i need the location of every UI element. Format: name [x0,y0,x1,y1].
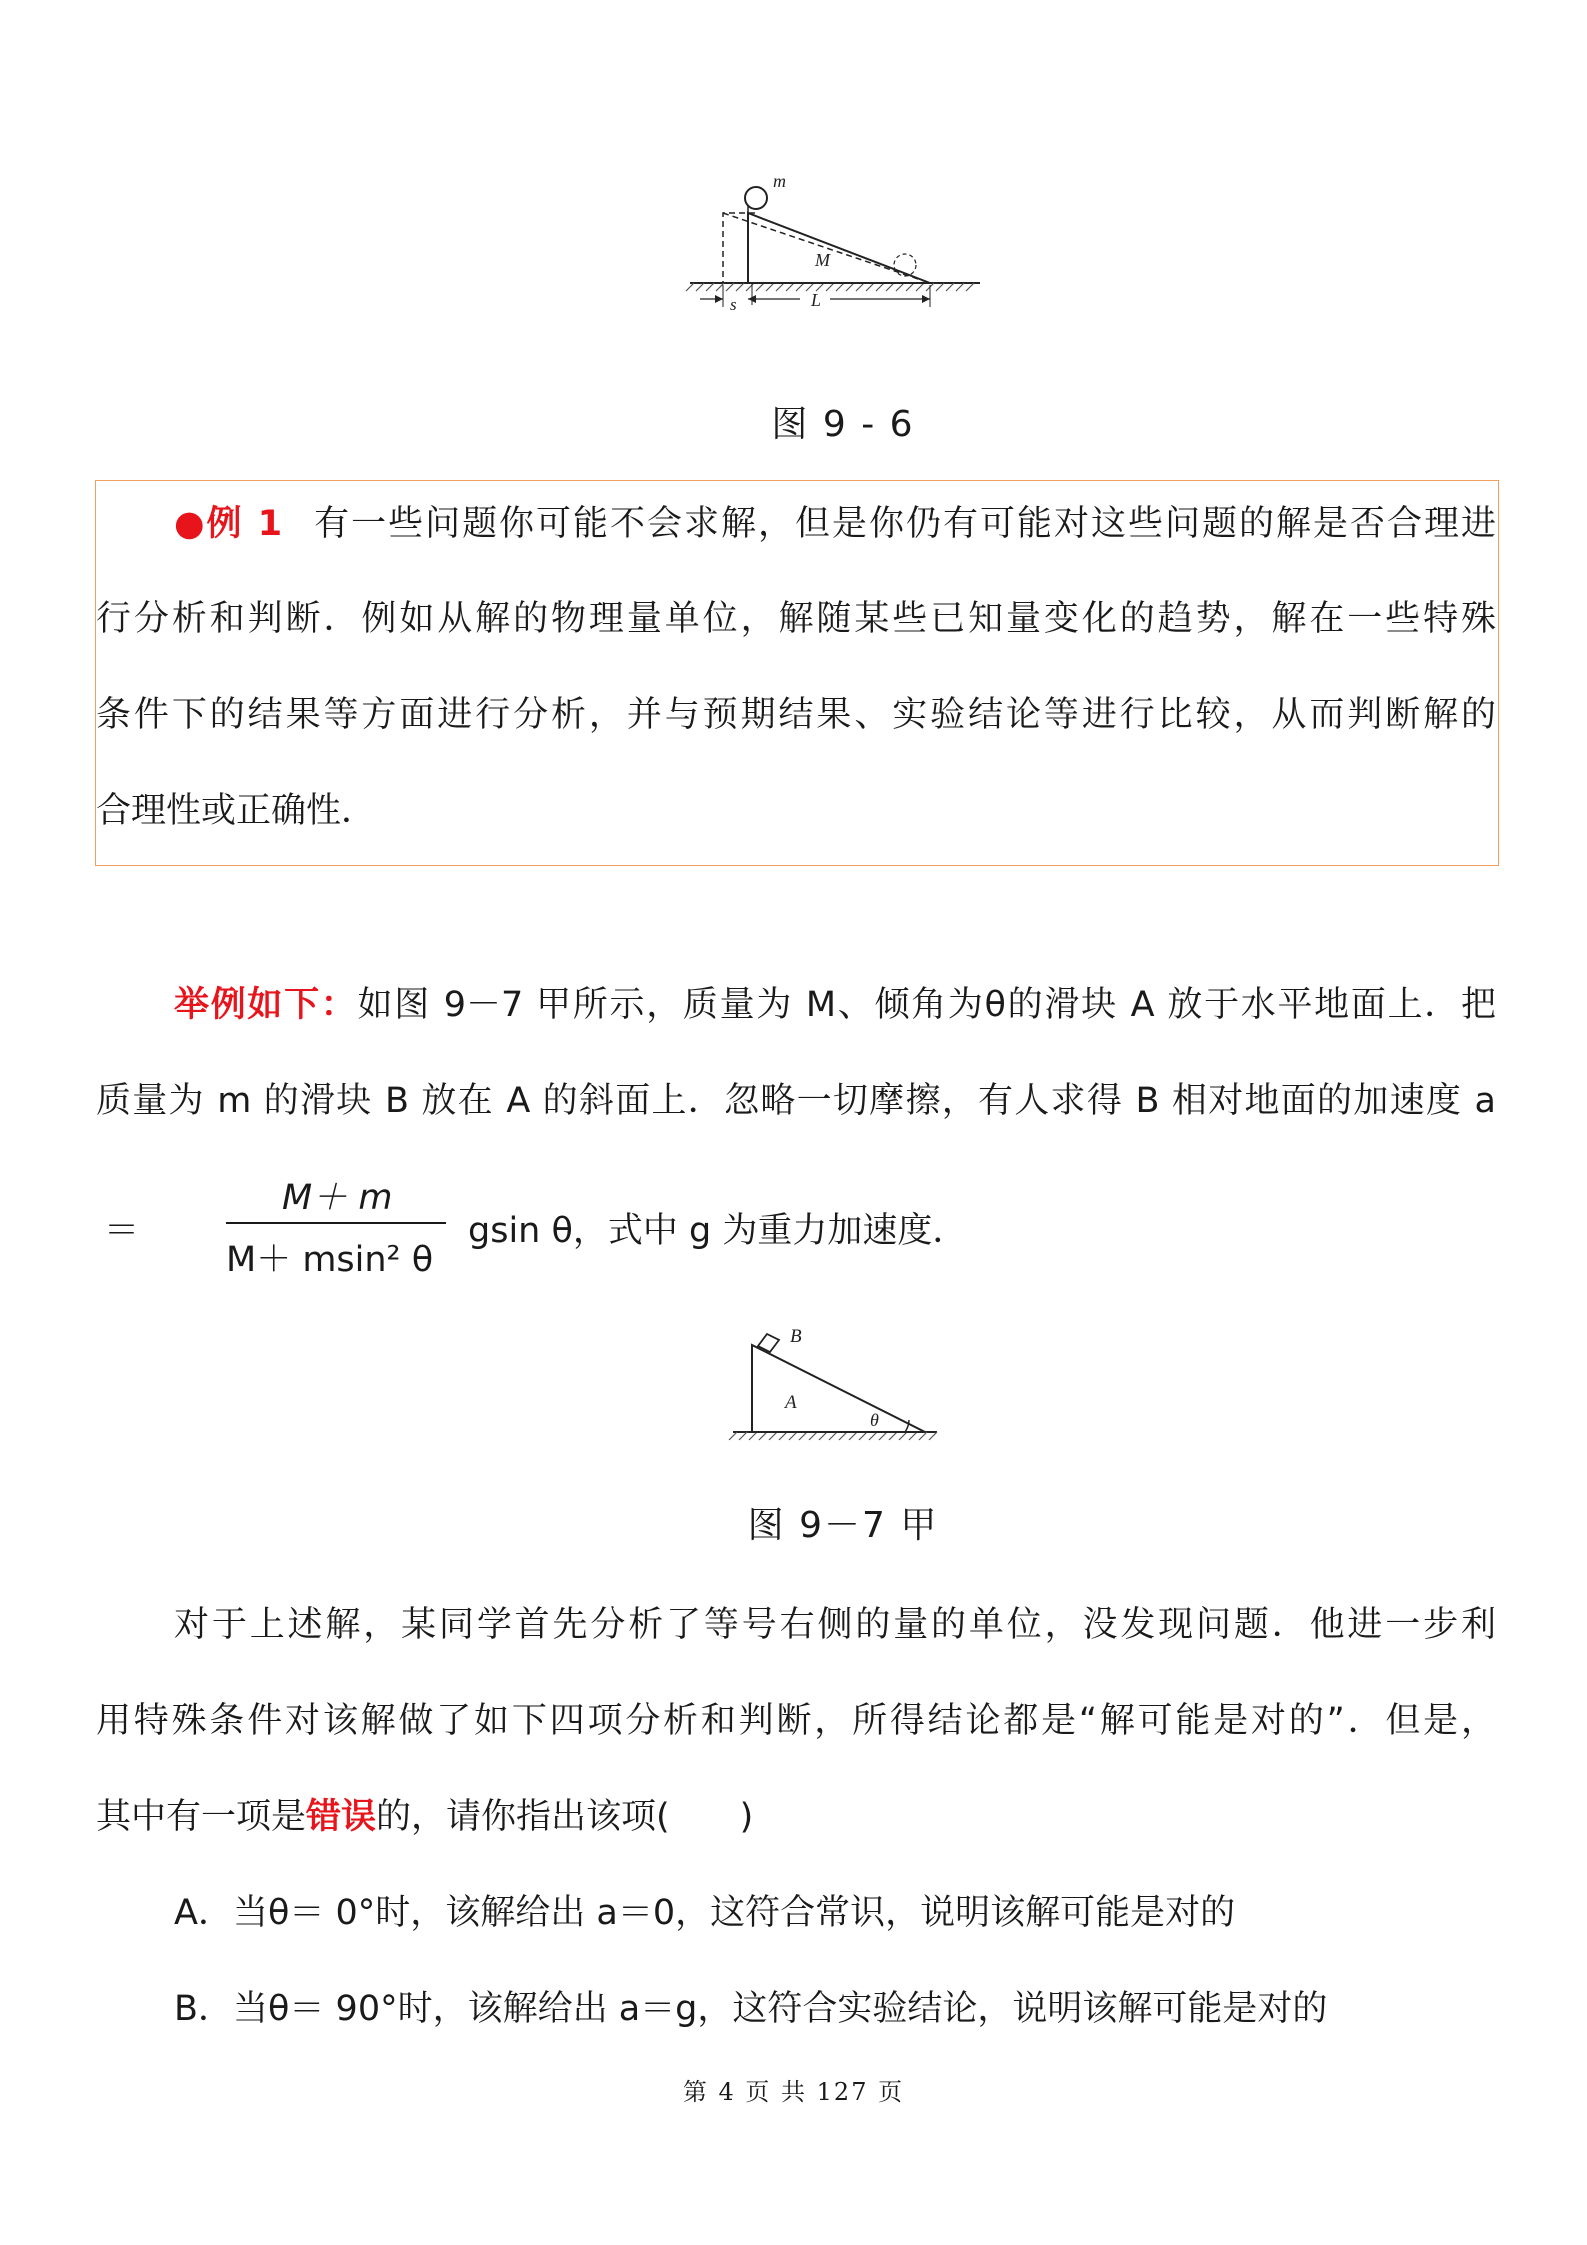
illustration-text-1: 如图 9－7 甲所示，质量为 M、倾角为θ的滑块 A 放于水平地面上．把 [357,985,1496,1025]
label-B: B [790,1326,802,1347]
label-L: L [811,290,822,310]
illustration-line-1 [96,977,1496,1027]
example-line-2: 行分析和判断．例如从解的物理量单位，解随某些已知量变化的趋势，解在一些特殊 [96,599,1496,639]
example-text-1: 有一些问题你可能不会求解，但是你仍有可能对这些问题的解是否合理进 [312,504,1496,544]
formula [96,1170,1496,1280]
formula-rest: gsin θ，式中 g 为重力加速度． [468,1211,968,1251]
figure-9-6-caption: 图 9 - 6 [771,404,915,445]
illustration-line-2: 质量为 m 的滑块 B 放在 A 的斜面上．忽略一切摩擦，有人求得 B 相对地面的加速度 a [96,1081,1496,1121]
question-line-3-pre: 其中有一项是 [96,1797,307,1837]
question-line-3 [96,1789,1496,1839]
figure-9-7a-caption: 图 9－7 甲 [747,1505,939,1546]
formula-equals: ＝ [104,1211,140,1251]
label-M: M [815,250,830,270]
label-s: s [730,295,737,314]
example-marker: ●例 1 [174,504,283,544]
question-line-1: 对于上述解，某同学首先分析了等号右侧的量的单位，没发现问题．他进一步利 [174,1605,1496,1645]
formula-denominator: M＋ msin² θ [226,1240,434,1280]
example-line-1 [96,496,1496,546]
example-line-4: 合理性或正确性． [96,791,377,831]
example-line-3: 条件下的结果等方面进行分析，并与预期结果、实验结论等进行比较，从而判断解的 [96,695,1496,735]
option-a: A．当θ＝ 0°时，该解给出 a＝0，这符合常识，说明该解可能是对的 [174,1893,1236,1933]
option-b: B．当θ＝ 90°时，该解给出 a＝g，这符合实验结论，说明该解可能是对的 [174,1989,1328,2029]
formula-fraction-bar [226,1222,446,1224]
page-footer: 第 4 页 共 127 页 [682,2078,905,2106]
label-A: A [785,1392,797,1413]
question-emphasis: 错误 [306,1797,377,1837]
question-line-3-post: 的，请你指出该项( ) [376,1797,754,1837]
label-m: m [773,171,786,191]
figure-9-7a [725,1320,945,1450]
label-theta: θ [870,1410,879,1430]
illustration-heading: 举例如下： [174,985,358,1025]
formula-numerator: M＋ m [282,1178,393,1218]
question-line-2: 用特殊条件对该解做了如下四项分析和判断，所得结论都是“解可能是对的”．但是， [96,1701,1496,1741]
figure-9-6 [680,165,1000,325]
